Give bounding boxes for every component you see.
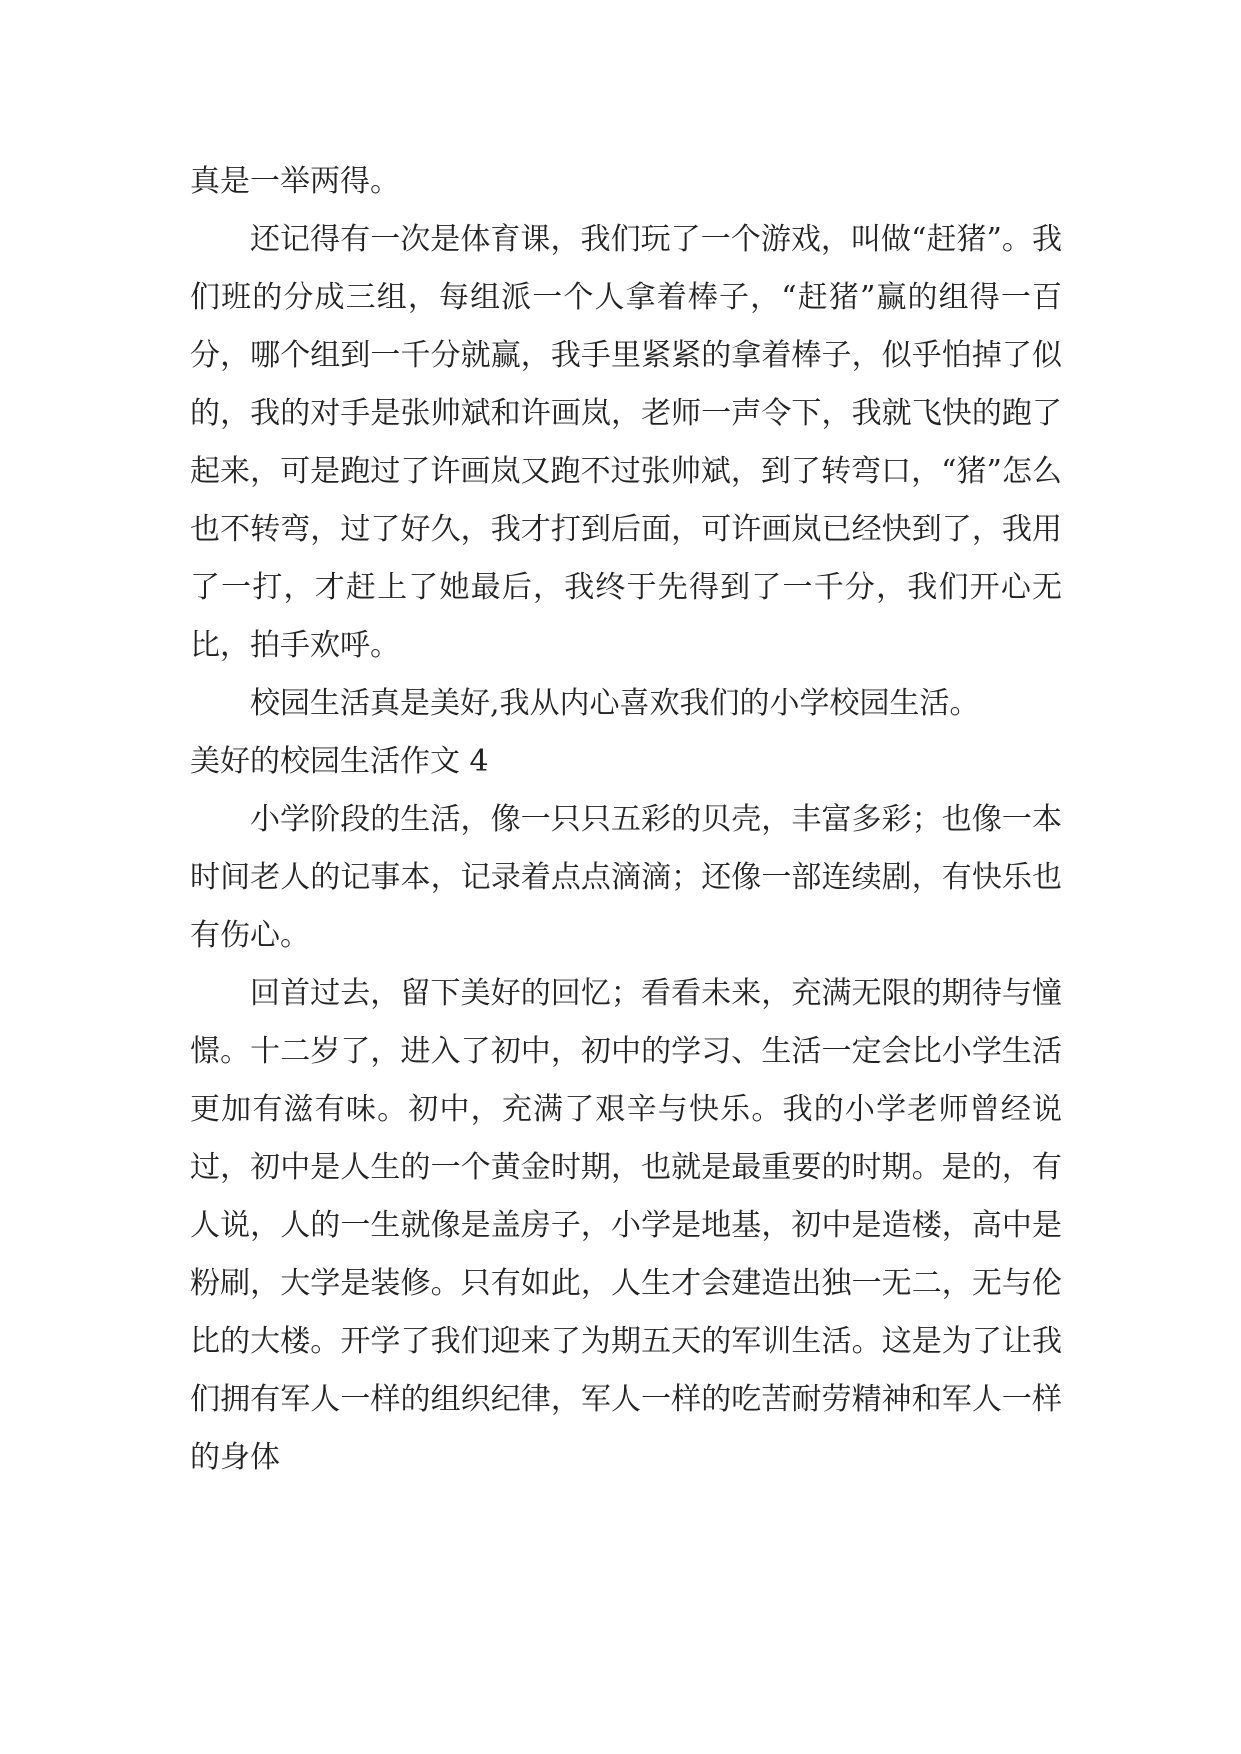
paragraph-looking-back: 回首过去，留下美好的回忆；看看未来，充满无限的期待与憧憬。十二岁了，进入了初中，初中的学习、生活一定会比小学生活更加有滋有味。初中，充满了艰辛与快乐。我的小学老师曾经说过，初中是人生的一个黄金时期，也就是最重要的时期。是的，有人说，人的一生就像是盖房子，小学是地基，初中是造楼，高中是粉刷，大学是装修。只有如此，人生才会建造出独一无二，无与伦比的大楼。开学了我们迎来了为期五天的军训生活。这是为了让我们拥有军人一样的组织纪律，军人一样的吃苦耐劳精神和军人一样的身体	[190, 976, 1062, 1475]
paragraph-campus-life: 校园生活真是美好,我从内心喜欢我们的小学校园生活。	[250, 686, 980, 721]
paragraph-pig-game: 还记得有一次是体育课，我们玩了一个游戏，叫做“赶猪”。我们班的分成三组，每组派一个人拿着棒子，“赶猪”赢的组得一百分，哪个组到一千分就赢，我手里紧紧的拿着棒子，似乎怕掉了似的，我的对手是张帅斌和许画岚，老师一声令下，我就飞快的跑了起来，可是跑过了许画岚又跑不过张帅斌，到了转弯口，“猪”怎么也不转弯，过了好久，我才打到后面，可许画岚已经快到了，我用了一打，才赶上了她最后，我终于先得到了一千分，我们开心无比，拍手欢呼。	[190, 222, 1062, 663]
paragraph-continuation: 真是一举两得。	[190, 164, 400, 199]
paragraph-primary-school: 小学阶段的生活，像一只只五彩的贝壳，丰富多彩；也像一本时间老人的记事本，记录着点点滴滴；还像一部连续剧，有快乐也有伤心。	[190, 802, 1062, 953]
document-body	[190, 153, 1062, 1487]
essay-heading: 美好的校园生活作文 4	[190, 744, 489, 779]
